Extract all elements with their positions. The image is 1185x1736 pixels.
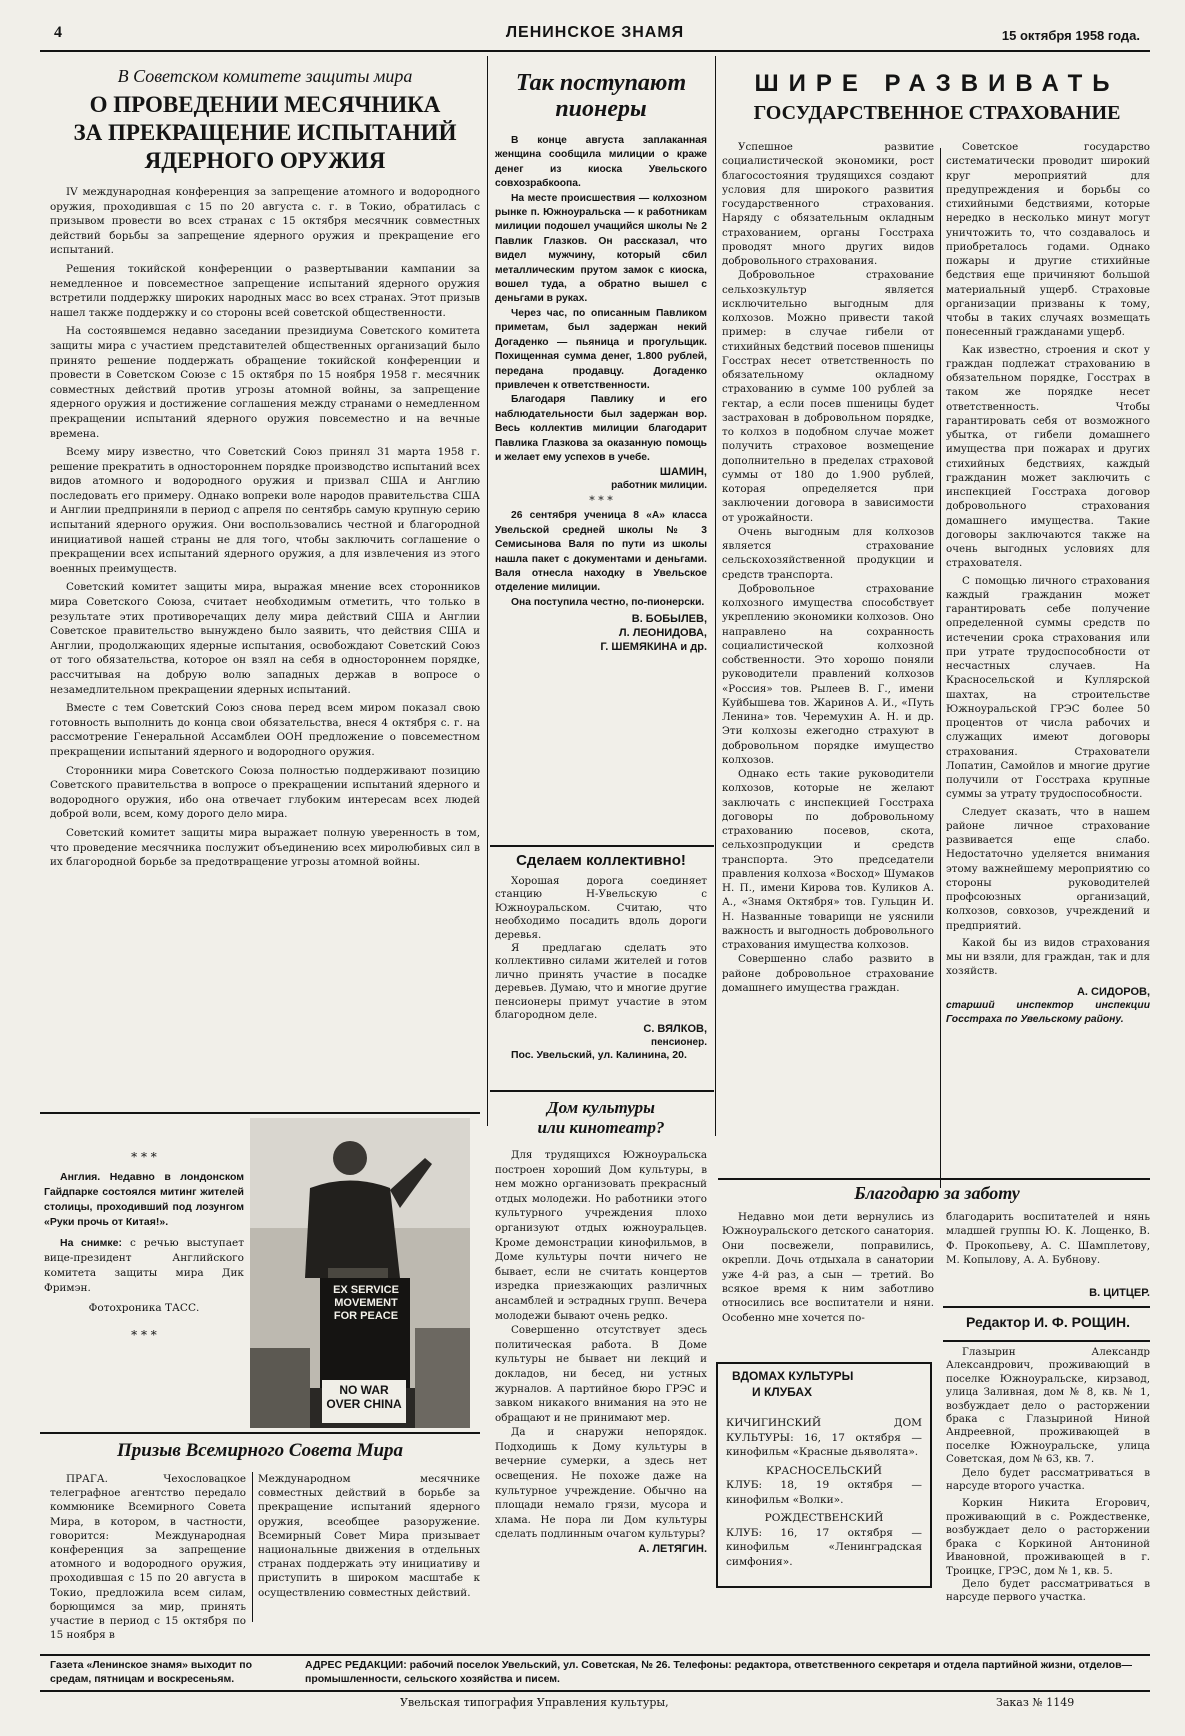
paragraph: Да и снаружи непорядок. Подходишь к Дому культуры в вечерние сумерки, а здесь нет освещения. Не похоже даже на культурное учреждение. Обычно на площади немало грязи, мусора и хлама. Не пора ли Дом культуры сделать подлинным очагом культуры? <box>495 1426 707 1541</box>
signature-title: пенсионер. <box>651 1037 707 1049</box>
paragraph: С помощью личного страхования каждый гражданин может гарантировать себе получение определенной суммы средств по истечении срока страхования или при утрате трудоспособности от несчастных случаев. На Красносельской и Куллярской шахтах, на строительстве Южноуральской ГРЭС более 50 процентов от числа рабочих и служащих имеют договоры страхования. Страхователи Лопатин, Самойлов и многие другие получили от Госстраха крупные суммы за утрату трудоспособности. <box>946 574 1150 801</box>
paragraph: Совершенно отсутствует здесь политическая работа. В Доме культуры не бывает ни лекций и докладов, ни бесед, ни устных журналов. А партийное бюро ГРЭС и завком никакого внимания на это не обращают и не принимают мер. <box>495 1324 707 1424</box>
footer-address: АДРЕС РЕДАКЦИИ: рабочий поселок Увельский, ул. Советская, № 26. Телефоны: редактора, ответственного секретаря и отдела партийной жизни, отделов—промышленности, сельского хозяйства и писем. <box>305 1659 1133 1685</box>
headline-line: ГОСУДАРСТВЕННОЕ СТРАХОВАНИЕ <box>753 102 1121 124</box>
paragraph: Очень выгодным для колхозов является страхование сельскохозяйственной продукции и средств транспорта. <box>722 525 934 581</box>
culture-article <box>495 1098 707 1556</box>
appeal-column-1: ПРАГА. Чехословацкое телеграфное агентство передало коммюнике Всемирного Совета Мира, в котором, в частности, говорится: Международная конференция за запрещение атомного и водородного оружия, проходившая с 15 по 20 августа в Токио, предложила всем силам, борющимся за мир, принять участие в период с 15 октября по 15 ноября в <box>50 1473 246 1642</box>
order-number: Заказ № 1149 <box>996 1696 1075 1709</box>
headline-line: или кинотеатр? <box>537 1118 665 1137</box>
placard-sign: NO WAR OVER CHINA <box>322 1380 406 1423</box>
headline-line: ЯДЕРНОГО ОРУЖИЯ <box>144 148 386 173</box>
section-rule <box>718 1178 1150 1180</box>
caption-line: Англия. Недавно в лондонском Гайдпарке состоялся митинг жителей столицы, проходивший под лозунгом «Руки прочь от Китая!». <box>44 1171 244 1228</box>
paragraph: Коркин Никита Егорович, проживающий в с. Рождественке, возбуждает дело о расторжении брака с Коркиной Антониной Ивановной, проживающей в г. Троицке, ГРЭС, дом № 1, кв. 5. <box>946 1497 1150 1577</box>
ornament: * * * <box>131 1328 157 1342</box>
peace-article <box>50 66 480 870</box>
box-title-line: И КЛУБАХ <box>752 1385 813 1399</box>
article-body <box>50 185 480 870</box>
paragraph: Успешное развитие социалистической экономики, рост благосостояния трудящихся создают условия для широкого развития государственного страхования. Наряду с обязательным окладным страхованием, органы Госстраха проводят много других видов добровольного страхования. <box>722 141 934 267</box>
listing-entry: КИЧИГИНСКИЙ ДОМ КУЛЬТУРЫ: 16, 17 октября — кинофильм «Красные дьяволята». <box>726 1417 922 1458</box>
column-rule <box>715 56 716 1136</box>
article-body <box>495 134 707 465</box>
article-body <box>495 875 707 1022</box>
caption-text <box>44 1236 244 1296</box>
appeal-column-2: Международном месячнике совместных действий в борьбе за прекращение испытаний ядерного оружия, всеобщее разоружение. Всемирный Совет Мира призывает национальные движения в отдельных странах поддержать эту инициативу и приступить в широком масштабе к осуществлению совместных действий. <box>258 1473 480 1599</box>
divorce-notices <box>946 1346 1150 1605</box>
column-rule <box>252 1472 253 1622</box>
paragraph: Для трудящихся Южноуральска построен хороший Дом культуры, в нем можно организовать прекрасный отдых молодежи. Но работники этого культурного учреждения плохо организуют отдых южноуральцев. Кроме демонстрации кинофильмов, в Доме культуры почти ничего не бывает, если не считать концертов изредка приезжающих различных ансамблей и эстрадных групп. Вечера молодежи бывают очень редко. <box>495 1149 707 1322</box>
headline-line: ЗА ПРЕКРАЩЕНИЕ ИСПЫТАНИЙ <box>73 120 457 145</box>
column-rule <box>940 148 941 1188</box>
listing-entry: КЛУБ: 16, 17 октября — кинофильм «Ленинградская симфония». <box>726 1526 922 1568</box>
footer-frequency: Газета «Ленинское знамя» выходит по средам, пятницам и воскресеньям. <box>50 1659 253 1685</box>
section-rule <box>40 1112 480 1114</box>
paragraph: Как известно, строения и скот у граждан подлежат страхованию в обязательном порядке, Госстрах в таком же порядке несет ответственность. Чтобы гарантировать себя от возможного убытка, от гибели домашнего имущества при пожарах и других стихийных бедствиях, каждый гражданин может заключить с инспекцией Госстраха договор добровольного страхования домашнего имущества. Такие договоры заключаются также на очень выгодных условиях для страхователя. <box>946 343 1150 570</box>
photo-credit: Фотохроника ТАСС. <box>88 1302 200 1314</box>
masthead: ЛЕНИНСКОЕ ЗНАМЯ <box>505 24 685 41</box>
caption-label: На снимке: <box>60 1237 122 1249</box>
headline-line: Дом культуры <box>547 1098 655 1117</box>
paragraph: Какой бы из видов страхования мы ни взяли, для граждан, так и для хозяйств. <box>946 936 1150 978</box>
article-headline: Сделаем коллективно! <box>516 852 686 869</box>
section-rule <box>490 1090 714 1092</box>
caption-line: с речью выступает вице-президент Английского комитета защиты мира Дик Фримэн. <box>44 1237 245 1294</box>
article-headline <box>495 1098 707 1138</box>
page-number: 4 <box>54 24 62 41</box>
thanks-column-1: Недавно мои дети вернулись из Южноуральского детского санатория. Они посвежели, поправились, окрепли. Дочь отдыхала в санатории уже 4-й раз, а сын — третий. Во всякое время к ним заботливо относились все воспитатели и няни. Особенно мне хочется по- <box>722 1211 934 1324</box>
section-rule <box>40 1432 480 1434</box>
column-rule <box>487 56 488 1126</box>
section-rule <box>943 1340 1150 1342</box>
article-headline <box>495 70 707 122</box>
paragraph: На состоявшемся недавно заседании президиума Советского комитета защиты мира с участием представителей общественных организаций было принято решение поддержать обращение токийской конференции и провести в Советском Союзе с 15 октября по 15 ноября 1958 г. месячник совместных действий против угрозы атомной войны, за запрещение ядерного оружия и достижение соглашения между странами о немедленном прекращении испытаний ядерного оружия повсеместно и на вечные времена. <box>50 325 480 440</box>
culture-houses-box <box>716 1362 932 1588</box>
paragraph: Сторонники мира Советского Союза полностью поддерживают позицию Советского правительства в вопросе о прекращении испытаний ядерного и водородного оружия, ибо она отвечает глубоким интересам всех людей доброй воли, всем, кому дорого дело мира. <box>50 764 480 821</box>
paragraph: Решения токийской конференции о развертывании кампании за немедленное и повсеместное запрещение испытаний ядерного оружия встретили поддержку широких народных масс во всех странах. Этот призыв нашел также поддержку и со стороны всей советской общественности. <box>50 262 480 319</box>
paragraph: Однако есть такие руководители колхозов, которые не желают заключать с инспекцией Госстраха договоры по добровольному страхованию посевов, скота, сельхозпродукции и средств транспорта. Это председатели правления колхоза «Восход» Шумаков Н. П., имени Кирова тов. Куликов А. А., «Знамя Октября» тов. Гульцин И. Н. Названные товарищи не уяснили важность и выгодность добровольного страхования имущества колхозов. <box>722 768 934 951</box>
paragraph: Она поступила честно, по-пионерски. <box>511 596 705 608</box>
paragraph: Всему миру известно, что Советский Союз принял 31 марта 1958 г. решение прекратить в одностороннем порядке производство испытаний всех видов атомного и водородного оружия и призвал США и Англию последовать его примеру. Однако вопреки воле народов правительства США и Англии предприняли в период с апреля по сентябрь самую крупную серию испытаний ядерного оружия. Они воспользовались честной и благородной инициативой нашей страны не для того, чтобы заключить соглашение о прекращении всех испытаний ядерного оружия, а для извлечения из этого военных преимуществ. <box>50 446 480 575</box>
print-shop: Увельская типография Управления культуры, <box>400 1696 669 1709</box>
paragraph: Я предлагаю сделать это коллективно силами жителей и готов лично принять участие в посадке деревьев. Думаю, что и многие другие пенсионеры примут участие в этом благородном деле. <box>495 942 707 1022</box>
thanks-column-2: благодарить воспитателей и нянь младшей группы Ю. К. Лощенко, В. Ф. Прокопьеву, А. С. Шамплетову, М. Копылову, А. А. Бубнову. <box>946 1211 1150 1267</box>
signature: А. ЛЕТЯГИН. <box>638 1543 707 1556</box>
paragraph: Советское государство систематически проводит широкий круг мероприятий для предупреждения и борьбы со стихийными бедствиями, которые нередко в несколько минут могут уничтожить то, что создавалось и приобреталось годами. Однако пожары и другие стихийные бедствия еще причиняют большой материальный ущерб. Страховые организации призваны к тому, чтобы в таких случаях возмещать понесенный гражданами ущерб. <box>946 141 1150 339</box>
insurance-column-2 <box>946 140 1150 1027</box>
section-rule <box>943 1306 1150 1308</box>
signature: Л. ЛЕОНИДОВА, <box>618 627 707 640</box>
footer-rule <box>40 1690 1150 1692</box>
paragraph: Благодаря Павлику и его наблюдательности был задержан вор. Весь коллектив милиции благодарит Павлика Глазкова за оказанную помощь и желает ему успехов в учебе. <box>495 394 707 463</box>
signature: ШАМИН, <box>659 466 707 479</box>
banner-sign: EX SERVICE MOVEMENT FOR PEACE <box>333 1284 399 1322</box>
signature: А. СИДОРОВ, <box>1076 985 1150 998</box>
article-headline <box>50 91 480 175</box>
paragraph: Добровольное страхование колхозного имущества способствует укреплению экономики колхозов. Оно направлено на сохранность социалистической колхозной собственности. Это хорошо поняли руководители правлений колхозов «Россия» тов. Рылеев В. Г., имени Куйбышева тов. Жаринов А. И., «Путь Ленина» тов. Черемухин А. Н. и др. Эти колхозы ежегодно страхуют в добровольном порядке имущество колхозов. <box>722 582 934 766</box>
listing-entry: КЛУБ: 18, 19 октября — кинофильм «Волки». <box>726 1479 922 1506</box>
signature: В. ЦИТЦЕР. <box>1089 1287 1150 1299</box>
paragraph: Через час, по описанным Павликом приметам, был задержан некий Догаденко — пьяница и прогульщик. Похищенная сумма денег, 1.800 рублей, передана продавцу. Догаденко привлечен к ответственности. <box>495 307 707 391</box>
rally-photo <box>250 1118 470 1428</box>
article-kicker: В Советском комитете защиты мира <box>117 66 413 86</box>
paragraph: Советский комитет защиты мира выражает полную уверенность в том, что проведение месячника послужит объединению всех миролюбивых сил в их благородной борьбе за предотвращение угрозы атомной войны. <box>50 826 480 869</box>
issue-date: 15 октября 1958 года. <box>1001 28 1140 43</box>
paragraph: Следует сказать, что в нашем районе личное страхование развивается еще слабо. Недостаточно уделяется внимания этому важнейшему мероприятию со стороны руководителей профсоюзных организаций, колхозов, совхозов, учреждений и предприятий. <box>946 805 1150 932</box>
signature-title: старший инспектор инспекции Госстраха по Увельскому району. <box>946 999 1150 1025</box>
box-listings <box>718 1416 930 1569</box>
paragraph: Глазырин Александр Александрович, проживающий в поселке Южноуральске, кирзавод, улица Заливная, дом № 8, кв. № 1, возбуждает дело о расторжении брака с Глазыриной Ниной Андреевной, проживающей в поселке Южноуральске, улица Советская, дом № 63, кв. 7. <box>946 1346 1150 1466</box>
listing-heading: РОЖДЕСТВЕНСКИЙ <box>764 1512 884 1524</box>
ornament: * * * <box>589 494 613 508</box>
headline-line: Так поступают <box>515 70 687 96</box>
paragraph: На месте происшествия — колхозном рынке п. Южноуральска — к работникам милиции подошел учащийся школы № 2 Павлик Глазков. Он рассказал, что видел мужчину, который сбил металлическим прутом замок с киоска, вошел туда, а обратно вышел с деньгами в руках. <box>495 192 707 305</box>
thanks-title: Благодарю за заботу <box>854 1183 1020 1203</box>
paragraph: Хорошая дорога соединяет станцию Н-Увельскую с Южноуральском. Считаю, что необходимо посадить вдоль дороги деревья. <box>495 875 707 941</box>
box-title <box>732 1368 853 1400</box>
address: Пос. Увельский, ул. Калинина, 20. <box>511 1049 687 1062</box>
paragraph: IV международная конференция за запрещение атомного и водородного оружия, проходившая с 15 по 20 августа с. г. в Токио, обратилась с призывом провести во всех странах с 15 октября месячник совместных действий борьбы за запрещение ядерного оружия и прекращение его испытаний. <box>50 186 480 257</box>
signature-title: работник милиции. <box>611 480 707 492</box>
headline-line: ШИРЕ РАЗВИВАТЬ <box>754 70 1120 97</box>
headline-line: пионеры <box>555 96 647 122</box>
editor-line: Редактор И. Ф. РОЩИН. <box>965 1314 1131 1330</box>
collective-article <box>495 852 707 1062</box>
caption-text <box>44 1170 244 1230</box>
paragraph: Вместе с тем Советский Союз снова перед всем миром показал свою готовность выполнить до конца свои обязательства, внеся 4 октября с. г. на рассмотрение Генеральной Ассамблеи ООН предложение о повсеместном прекращении испытаний ядерного и водородного оружия. <box>50 702 480 758</box>
headline-line: О ПРОВЕДЕНИИ МЕСЯЧНИКА <box>89 92 441 117</box>
photo-caption <box>44 1150 244 1342</box>
pioneers-article <box>495 70 707 654</box>
signature: С. ВЯЛКОВ, <box>643 1023 707 1036</box>
section-rule <box>490 845 714 847</box>
insurance-headline <box>722 70 1152 125</box>
article-body <box>495 509 707 610</box>
paragraph: В конце августа заплаканная женщина сообщила милиции о краже денег из киоска Увельского совхозрабкоопа. <box>495 135 707 190</box>
article-body <box>495 1148 707 1542</box>
paragraph: 26 сентября ученица 8 «А» класса Увельской средней школы № 3 Семисынова Валя по пути из школы нашла пакет с документами и деньгами. Валя отнесла находку в Увельское отделение милиции. <box>495 510 707 594</box>
signature: В. БОБЫЛЕВ, <box>631 613 707 626</box>
box-title-line: ВДОМАХ КУЛЬТУРЫ <box>732 1369 854 1383</box>
paragraph: Совершенно слабо развито в районе добровольное страхование домашнего имущества граждан. <box>722 953 934 994</box>
ornament: * * * <box>131 1150 157 1164</box>
footer-rule <box>40 1654 1150 1656</box>
insurance-column-1 <box>722 140 934 995</box>
paragraph: Дело будет рассматриваться в нарсуде второго участка. <box>946 1466 1150 1493</box>
paragraph: Дело будет рассматриваться в нарсуде первого участка. <box>946 1577 1150 1604</box>
page-header <box>40 20 1150 50</box>
paragraph: Советский комитет защиты мира, выражая мнение всех сторонников мира Советского Союза, считает необходимым отметить, что только в результате этих противоречащих делу мира действий США и Англии Советское правительство вынуждено было заявить, что действия США и Англии, продолжающих ядерные испытания, освобождают Советский Союз от того обязательства, которое он взял на себя в одностороннем порядке, рассчитывая на добрую волю западных держав в вопросе о незамедлительном прекращении ядерных испытаний. <box>50 581 480 696</box>
paragraph: Добровольное страхование сельхозкультур является исключительно выгодным для колхозов. Можно привести такой пример: в случае гибели от стихийных бедствий посевов пшеницы Госстрах несет ответственность по обязательному окладному страхованию в сумме 100 рублей за гектар, а если посев пшеницы будет застрахован в добровольном порядке, то колхоз в подобном случае может получить страховое возмещение дополнительно в пределах страховой суммы от 180 до 1.900 рублей, которая определяется при заключении договора в зависимости от урожайности. <box>722 269 934 524</box>
header-rule <box>40 50 1150 52</box>
listing-heading: КРАСНОСЕЛЬСКИЙ <box>766 1464 882 1477</box>
signature: Г. ШЕМЯКИНА и др. <box>600 641 707 654</box>
box-heading <box>718 1364 930 1416</box>
appeal-title: Призыв Всемирного Совета Мира <box>116 1440 404 1461</box>
